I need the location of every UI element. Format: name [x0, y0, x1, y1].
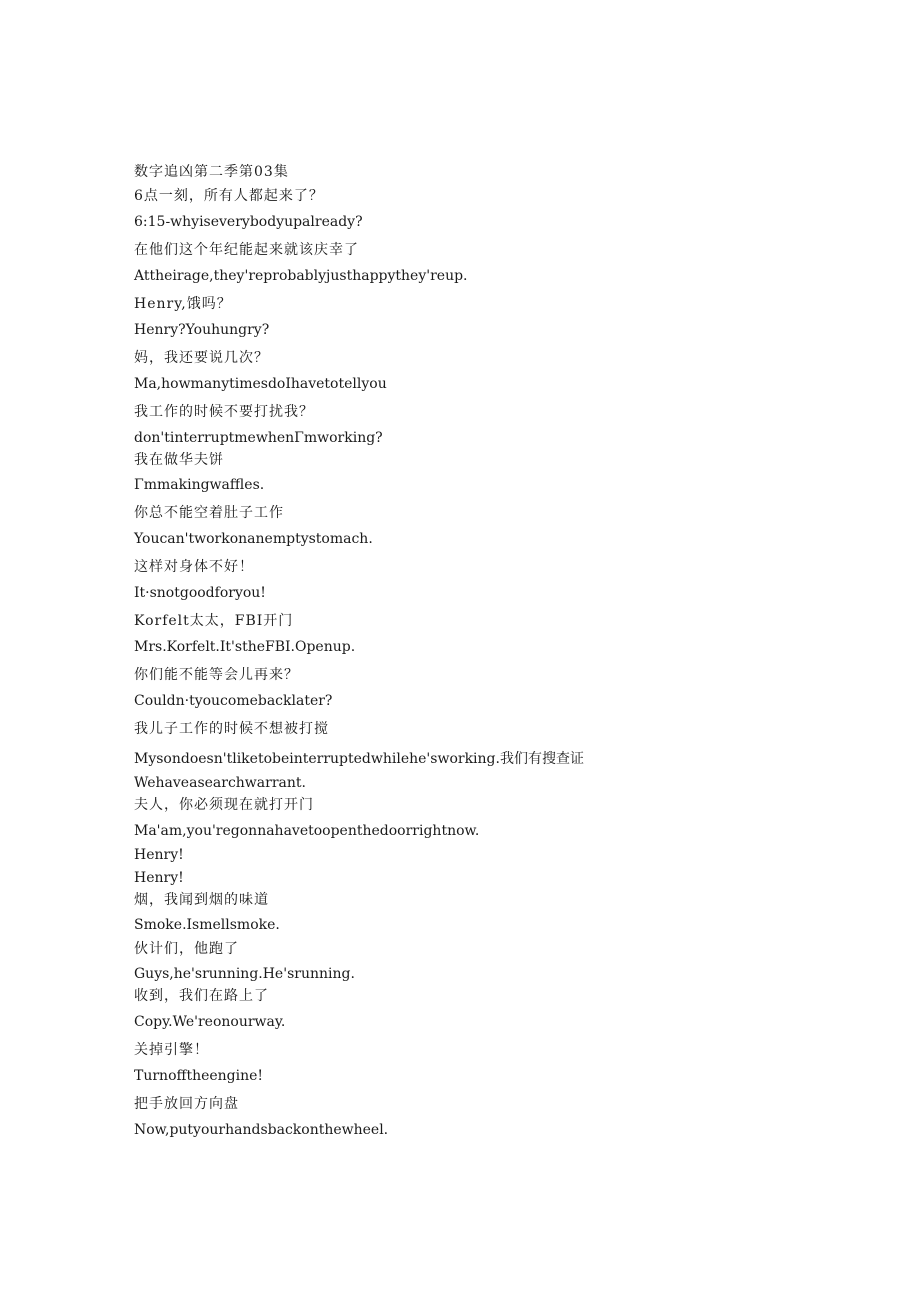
subtitle-line-zh: 你总不能空着肚子工作: [134, 505, 284, 521]
subtitle-line-zh: 伙计们，他跑了: [134, 941, 239, 957]
subtitle-line-en: Turnofftheengine!: [134, 1068, 264, 1084]
subtitle-line-zh: Korfelt太太，FBI开门: [134, 613, 294, 629]
subtitle-line-en: 6:15-whyiseverybodyupalready?: [134, 214, 363, 230]
subtitle-line-en: Now,putyourhandsbackonthewheel.: [134, 1122, 389, 1138]
subtitle-line-zh: 你们能不能等会儿再来？: [134, 667, 299, 683]
subtitle-line-en: Ma'am,you'regonnahavetoopenthedoorrightnow.: [134, 823, 480, 839]
subtitle-line-en: Wehaveasearchwarrant.: [134, 775, 306, 791]
subtitle-line-en: Ma,howmanytimesdoIhavetotellyou: [134, 376, 387, 392]
subtitle-line-zh: 这样对身体不好！: [134, 559, 254, 575]
subtitle-line-zh: Henry,饿吗？: [134, 296, 232, 312]
subtitle-line-zh: 妈，我还要说几次？: [134, 350, 269, 366]
subtitle-line-zh: 在他们这个年纪能起来就该庆幸了: [134, 242, 359, 258]
subtitle-line-en: Copy.We'reonourway.: [134, 1014, 286, 1030]
subtitle-line-en: Henry?Youhungry?: [134, 322, 270, 338]
subtitle-line-en: Mysondoesn'tliketobeinterruptedwhilehe'sworking.我们有搜查证: [134, 751, 584, 767]
subtitle-line-en: Γmmakingwaffles.: [134, 477, 265, 493]
subtitle-line-en: Guys,he'srunning.He'srunning.: [134, 966, 355, 982]
subtitle-line-en: Smoke.Ismellsmoke.: [134, 917, 280, 933]
subtitle-line-en: Mrs.Korfelt.It'stheFBI.Openup.: [134, 639, 356, 655]
subtitle-line-en: It·snotgoodforyou!: [134, 585, 266, 601]
subtitle-line-en: Henry!: [134, 847, 184, 863]
episode-title: 数字追凶第二季第03集: [134, 164, 289, 180]
subtitle-line-zh: 烟，我闻到烟的味道: [134, 892, 269, 908]
subtitle-line-en: Couldn·tyoucomebacklater?: [134, 693, 333, 709]
subtitle-line-en: Henry!: [134, 870, 184, 886]
subtitle-line-zh: 夫人，你必须现在就打开门: [134, 797, 314, 813]
subtitle-line-zh: 我在做华夫饼: [134, 452, 224, 468]
subtitle-line-en: Youcan'tworkonanemptystomach.: [134, 531, 373, 547]
subtitle-line-zh: 把手放回方向盘: [134, 1096, 239, 1112]
subtitle-line-zh: 6点一刻，所有人都起来了？: [134, 188, 324, 204]
subtitle-line-zh: 收到，我们在路上了: [134, 988, 269, 1004]
subtitle-line-zh: 我工作的时候不要打扰我？: [134, 404, 314, 420]
subtitle-line-zh: 我儿子工作的时候不想被打搅: [134, 721, 329, 737]
subtitle-line-en: Attheirage,they'reprobablyjusthappythey'reup.: [134, 268, 468, 284]
subtitle-line-en: don'tinterruptmewhenΓmworking?: [134, 430, 383, 446]
subtitle-line-zh: 关掉引擎！: [134, 1042, 209, 1058]
